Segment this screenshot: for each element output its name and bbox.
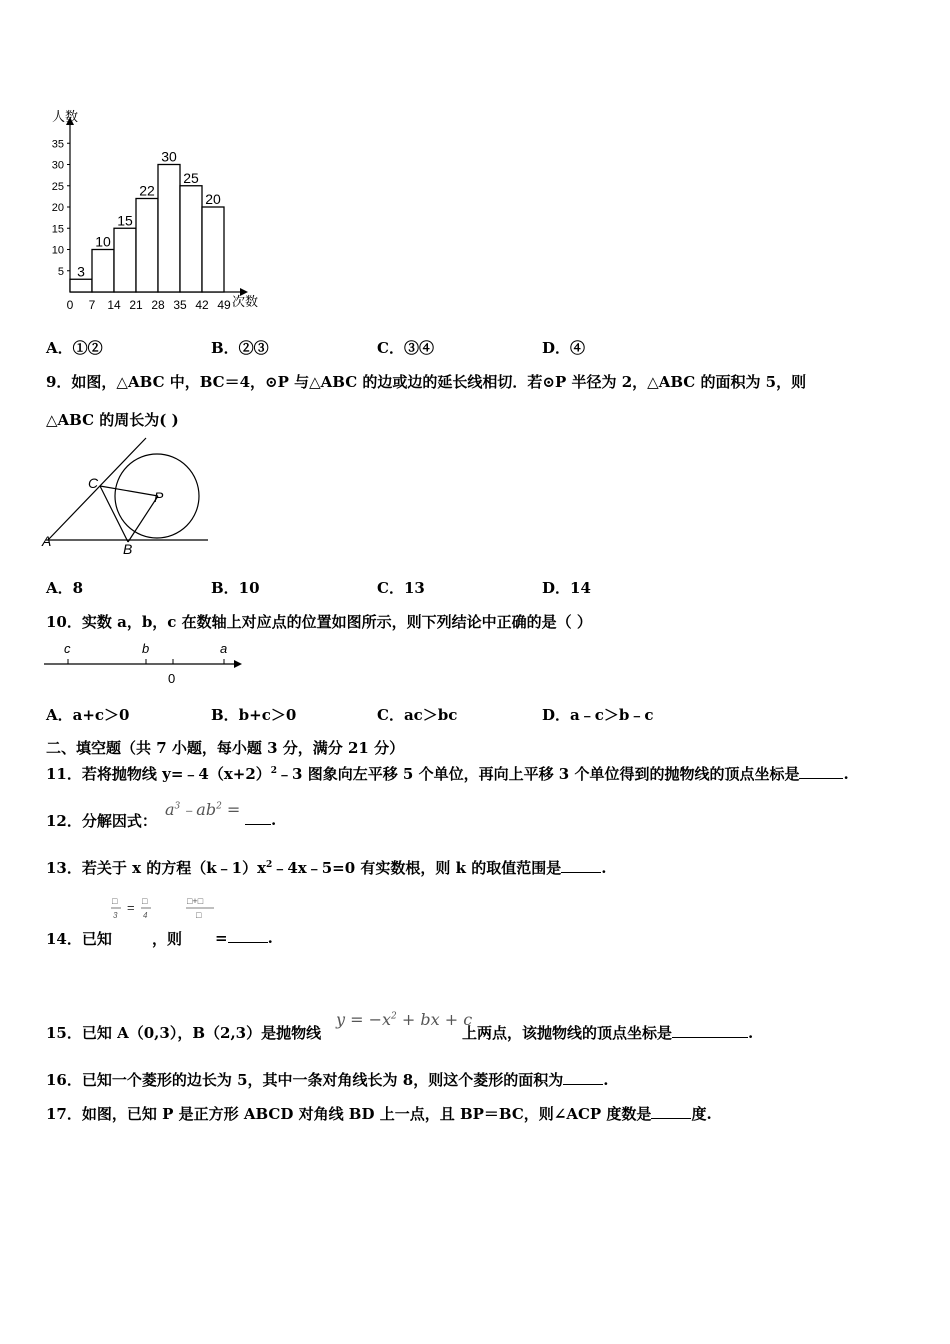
- histogram-plot: [52, 109, 258, 312]
- q13-end: .: [601, 859, 607, 877]
- number-line-arrow: [234, 660, 242, 668]
- q12-answer-blank[interactable]: [245, 810, 271, 825]
- histogram-chart: [40, 105, 280, 315]
- q17-answer-blank[interactable]: [651, 1104, 691, 1119]
- histogram-bar: [180, 186, 202, 292]
- x-tick-label: 7: [88, 298, 96, 312]
- y-tick-label: 20: [51, 202, 64, 214]
- bar-value-label: 30: [161, 148, 177, 165]
- x-axis-label: 次数: [232, 294, 259, 309]
- q12-expr-c: =: [221, 800, 241, 819]
- q9-label-c: C: [88, 475, 99, 491]
- q12-expr-a: a: [165, 800, 175, 819]
- q17-body: 17．如图，已知 P 是正方形 ABCD 对角线 BD 上一点，且 BP＝BC，则∠ACP 度数是: [46, 1105, 652, 1123]
- label-b: b: [142, 641, 150, 656]
- q16-answer-blank[interactable]: [563, 1070, 603, 1085]
- q8-option-a[interactable]: A．①②: [46, 339, 103, 357]
- histogram-bar: [92, 250, 114, 293]
- x-tick-label: 28: [151, 298, 165, 312]
- q8-option-c[interactable]: C．③④: [377, 339, 434, 357]
- bar-value-label: 10: [95, 233, 111, 250]
- histogram-bar: [70, 279, 92, 292]
- q12-prefix: 12．分解因式：: [46, 812, 157, 830]
- q13-exponent: 2: [266, 860, 273, 870]
- y-tick-label: 30: [51, 159, 64, 172]
- q9-segment-cp: [100, 486, 158, 496]
- q9-text-line2: △ABC 的周长为( ): [46, 411, 179, 429]
- x-tick-label: 21: [129, 298, 143, 312]
- q9-text-line1: 9．如图，△ABC 中，BC＝4，⊙P 与△ABC 的边或边的延长线相切．若⊙P 半径为 2，△ABC 的面积为 5，则: [46, 373, 807, 391]
- histogram-bar: [114, 228, 136, 292]
- frac3-num: □+□: [187, 896, 204, 906]
- q9-label-b: B: [123, 541, 133, 557]
- q11-part-a: 11．若将抛物线 y=﹣4（x+2）: [46, 765, 271, 783]
- q10-option-c[interactable]: C．ac＞bc: [377, 706, 458, 724]
- frac1-den: 3: [113, 911, 118, 920]
- bar-value-label: 20: [205, 191, 221, 207]
- bar-value-label: 3: [77, 263, 85, 280]
- q9-option-d[interactable]: D．14: [542, 579, 591, 597]
- label-a: a: [220, 641, 228, 656]
- q16-body: 16．已知一个菱形的边长为 5，其中一条对角线长为 8，则这个菱形的面积为: [46, 1071, 564, 1089]
- q15-suffix: 上两点，该抛物线的顶点坐标是: [462, 1024, 673, 1042]
- q9-option-c[interactable]: C．13: [377, 579, 425, 597]
- q15-suffix-wrap: [462, 1022, 753, 1043]
- histogram-bar: [136, 199, 158, 293]
- frac3-den: □: [196, 910, 202, 920]
- y-tick-label: 10: [51, 244, 64, 257]
- q12-expr-b: ﹣ab: [180, 800, 217, 819]
- frac2-den: 4: [143, 911, 148, 920]
- q14-fractions: [108, 893, 228, 925]
- q15-prefix: 15．已知 A（0,3），B（2,3）是抛物线: [46, 1024, 322, 1042]
- q9-triangle-figure: [40, 436, 215, 561]
- q12-exp-1: 3: [174, 801, 181, 812]
- q15-answer-blank[interactable]: [672, 1023, 748, 1038]
- q12-blank-wrap: [245, 810, 276, 829]
- q11-part-b: ﹣3 图象向左平移 5 个单位，再向上平移 3 个单位得到的抛物线的顶点坐标是: [277, 765, 800, 783]
- bar-value-label: 15: [117, 212, 133, 229]
- q15-end: .: [748, 1024, 754, 1042]
- q13-text: [46, 857, 606, 878]
- q14-tail: [215, 928, 273, 947]
- bar-value-label: 25: [183, 169, 199, 186]
- q10-number-line: [40, 638, 250, 688]
- y-axis-label: 人数: [52, 109, 79, 124]
- label-zero: 0: [168, 671, 176, 686]
- frac1-num: □: [112, 896, 118, 906]
- q12-end: .: [271, 811, 277, 829]
- q15-eq-exp: 2: [391, 1011, 397, 1022]
- q15-eq-a: y = −x: [336, 1010, 392, 1029]
- q13-part-b: ﹣4x﹣5=0 有实数根，则 k 的取值范围是: [272, 859, 562, 877]
- q8-option-d[interactable]: D．④: [542, 339, 586, 357]
- histogram-bar: [158, 165, 180, 293]
- q13-answer-blank[interactable]: [561, 858, 601, 873]
- q10-option-a[interactable]: A．a+c＞0: [46, 706, 130, 724]
- section-heading-fill-in: 二、填空题（共 7 小题，每小题 3 分，满分 21 分）: [46, 739, 405, 757]
- x-tick-label: 14: [107, 298, 121, 312]
- q17-text: [46, 1103, 712, 1124]
- q14-equals: =: [215, 929, 228, 947]
- x-tick-label: 49: [217, 298, 231, 312]
- q10-option-d[interactable]: D．a﹣c＞b﹣c: [542, 706, 654, 724]
- bar-value-label: 22: [139, 182, 155, 199]
- q11-exponent: 2: [270, 766, 278, 776]
- y-tick-label: 25: [51, 180, 64, 193]
- q8-option-b[interactable]: B．②③: [211, 339, 269, 357]
- frac-equals: =: [127, 900, 135, 915]
- q10-option-b[interactable]: B．b+c＞0: [211, 706, 297, 724]
- q9-option-b[interactable]: B．10: [211, 579, 260, 597]
- q17-end: 度.: [691, 1105, 712, 1123]
- q11-text: [46, 763, 849, 784]
- x-tick-label: 35: [173, 298, 187, 312]
- q12-expression: [165, 797, 240, 820]
- q11-end: .: [843, 765, 849, 783]
- histogram-bar: [202, 207, 224, 292]
- q14-end: .: [267, 929, 273, 947]
- q11-answer-blank[interactable]: [799, 764, 843, 779]
- q15-equation: [336, 1010, 472, 1029]
- label-c: c: [64, 641, 71, 656]
- q14-answer-blank[interactable]: [228, 928, 268, 943]
- q9-label-a: A: [42, 533, 52, 549]
- q16-end: .: [603, 1071, 609, 1089]
- q9-label-p: P: [154, 489, 164, 505]
- y-tick-label: 5: [57, 265, 64, 278]
- y-tick-label: 35: [51, 138, 64, 151]
- q10-text: 10．实数 a，b，c 在数轴上对应点的位置如图所示，则下列结论中正确的是（ ）: [46, 613, 592, 631]
- frac2-num: □: [142, 896, 148, 906]
- q16-text: [46, 1069, 608, 1090]
- q15-eq-b: + bx + c: [396, 1010, 473, 1029]
- x-tick-label: 0: [66, 298, 74, 312]
- q9-segment-cb: [100, 486, 128, 542]
- q14-mid: ，则: [152, 930, 183, 948]
- q9-option-a[interactable]: A．8: [46, 579, 84, 597]
- y-tick-label: 15: [51, 223, 64, 236]
- q13-part-a: 13．若关于 x 的方程（k﹣1）x: [46, 859, 267, 877]
- q14-prefix: 14．已知: [46, 930, 112, 948]
- q12-exp-2: 2: [216, 801, 222, 812]
- x-tick-label: 42: [195, 298, 209, 312]
